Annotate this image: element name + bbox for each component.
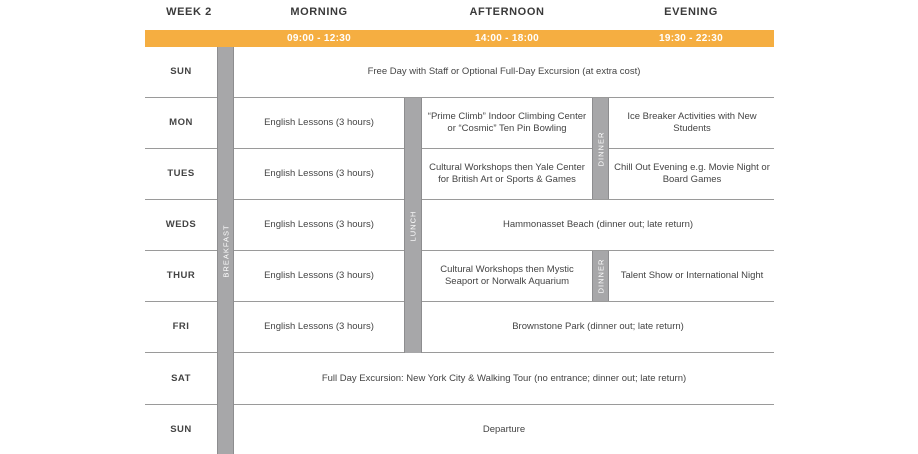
activity-sun-departure: Departure — [482, 423, 526, 435]
dinner-label: DINNER — [596, 131, 605, 166]
day-sun-departure: SUN — [170, 423, 192, 435]
dinner-label: DINNER — [596, 258, 605, 294]
activity-thur-morning: English Lessons (3 hours) — [264, 270, 374, 281]
breakfast-label: BREAKFAST — [221, 223, 230, 278]
day-thur: THUR — [166, 270, 196, 281]
activity-sun-full-day: Free Day with Staff or Optional Full-Day Excursion (at extra cost) — [367, 66, 641, 77]
lunch-label: LUNCH — [408, 210, 418, 241]
activity-thur-evening: Talent Show or International Night — [620, 270, 764, 281]
activity-fri-morning: English Lessons (3 hours) — [264, 321, 374, 332]
activity-tues-evening: Chill Out Evening e.g. Movie Night or Board Games — [614, 162, 770, 185]
dinner-bar — [592, 98, 609, 199]
header-morning: MORNING — [290, 6, 348, 18]
header-week: WEEK 2 — [166, 6, 212, 18]
header-afternoon: AFTERNOON — [469, 6, 545, 18]
activity-tues-afternoon: Cultural Workshops then Yale Center for British Art or Sports & Games — [429, 162, 585, 185]
dinner-bar — [592, 251, 609, 301]
day-tues: TUES — [167, 168, 195, 179]
activity-tues-morning: English Lessons (3 hours) — [264, 168, 374, 179]
breakfast-bar — [217, 47, 234, 454]
lunch-bar — [404, 98, 422, 353]
activity-mon-afternoon: “Prime Climb” Indoor Climbing Center or “Cosmic” Ten Pin Bowling — [427, 111, 587, 134]
activity-sat-full-day: Full Day Excursion: New York City & Walking Tour (no entrance; dinner out; late return) — [321, 372, 687, 384]
day-sun: SUN — [170, 66, 192, 77]
header-evening: EVENING — [664, 6, 718, 18]
activity-fri-afternoon-evening: Brownstone Park (dinner out; late return) — [512, 321, 684, 332]
time-evening: 19:30 - 22:30 — [659, 33, 723, 44]
time-morning: 09:00 - 12:30 — [287, 33, 351, 44]
day-weds: WEDS — [165, 219, 197, 230]
day-sat: SAT — [171, 372, 191, 384]
activity-mon-evening: Ice Breaker Activities with New Students — [627, 111, 757, 134]
activity-thur-afternoon: Cultural Workshops then Mystic Seaport or Norwalk Aquarium — [440, 264, 574, 287]
time-afternoon: 14:00 - 18:00 — [475, 33, 539, 44]
activity-mon-morning: English Lessons (3 hours) — [264, 117, 374, 128]
day-mon: MON — [169, 117, 193, 128]
day-fri: FRI — [172, 321, 190, 332]
activity-weds-morning: English Lessons (3 hours) — [264, 219, 374, 230]
activity-weds-afternoon-evening: Hammonasset Beach (dinner out; late return) — [502, 219, 694, 230]
